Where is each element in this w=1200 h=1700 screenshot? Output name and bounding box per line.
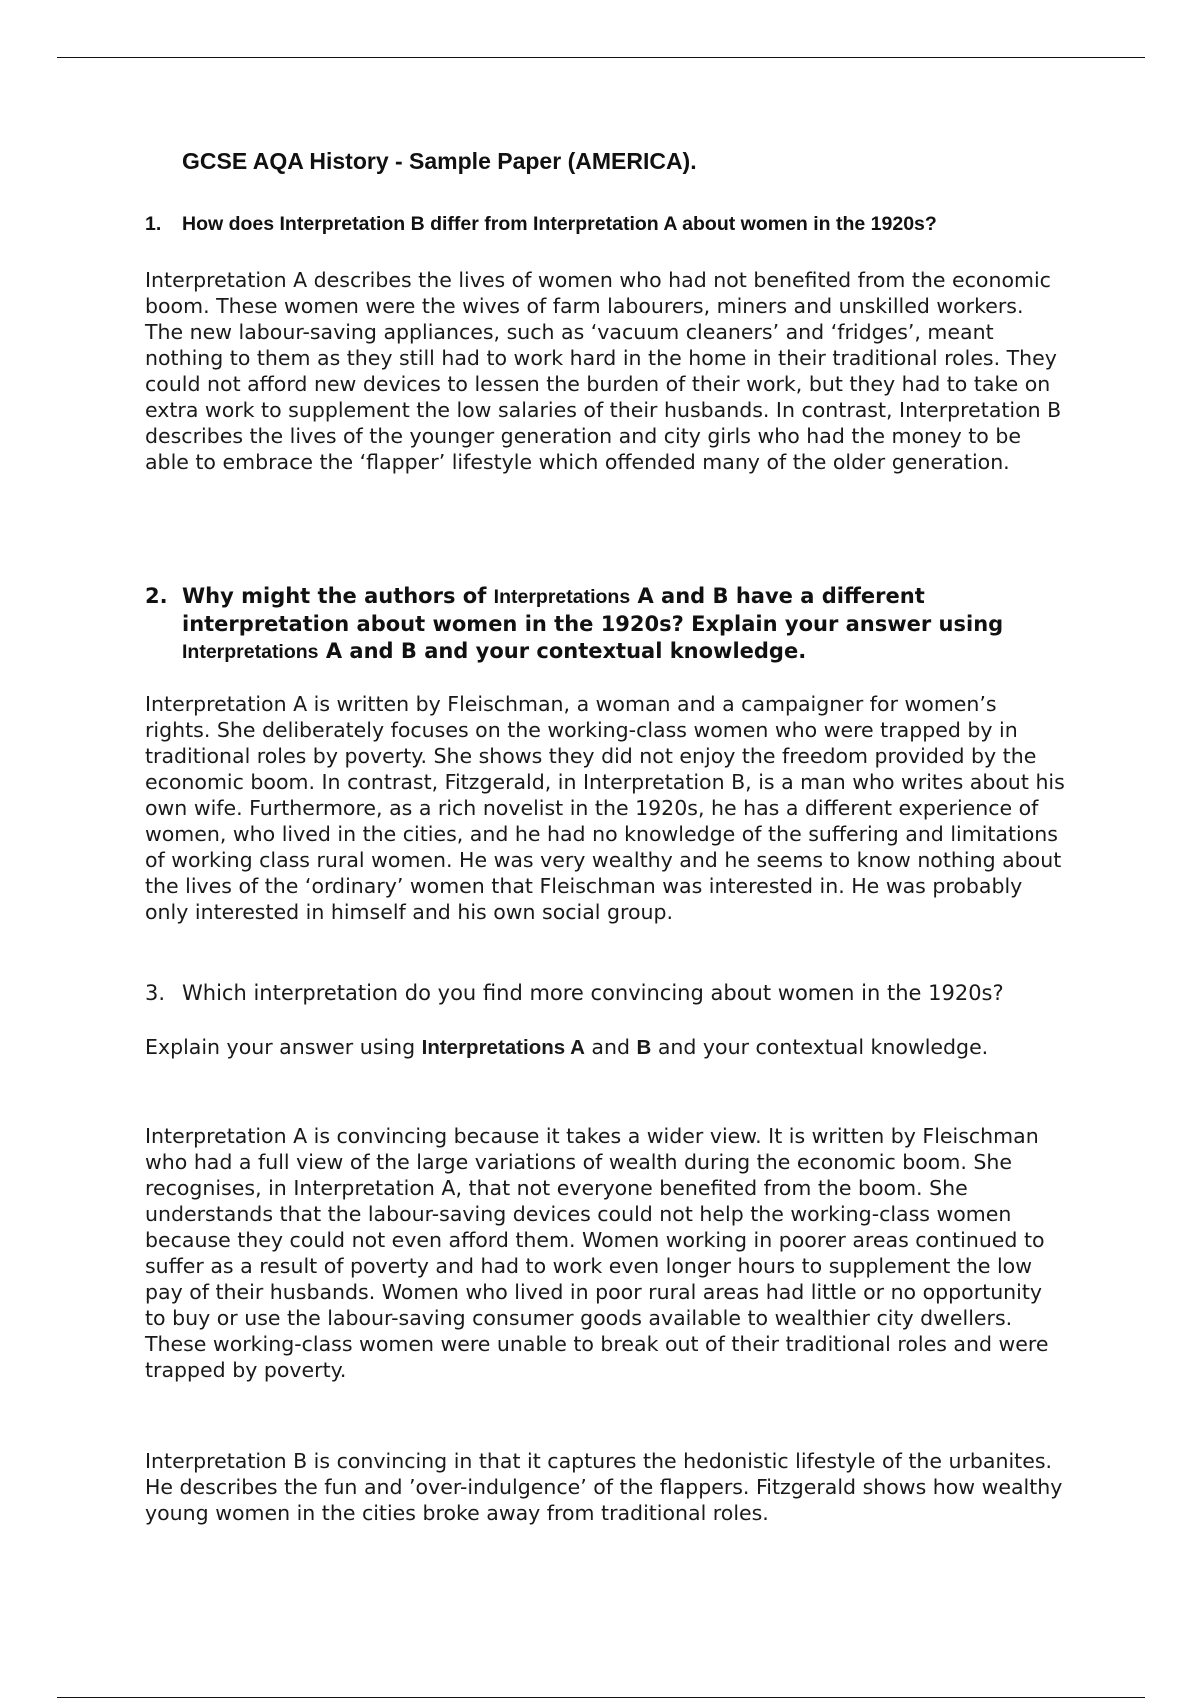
header-rule (57, 57, 1145, 58)
question-3-number: 3. (145, 981, 166, 1005)
explain-mid: and (584, 1035, 637, 1059)
question-3-text: Which interpretation do you find more convincing about women in the 1920s? (182, 981, 1004, 1005)
answer-2: Interpretation A is written by Fleischman, a woman and a campaigner for women’s rights. She deliberately focuses on the working-class women who were trapped by in traditional roles by poverty. She shows they did not enjoy the freedom provided by the economic boom. In contrast, Fitzgerald, in Interpretation B, is a man who writes about his own wife. Furthermore, as a rich novelist in the 1920s, he has a different experience of women, who lived in the cities, and he had no knowledge of the suffering and limitations of working class rural women. He was very wealthy and he seems to know nothing about the lives of the ‘ordinary’ women that Fleischman was interested in. He was probably only interested in himself and his own social group. (145, 692, 1065, 924)
explain-pre: Explain your answer using (145, 1035, 422, 1059)
answer-3a: Interpretation A is convincing because it takes a wider view. It is written by Fleischman who had a full view of the large variations of wealth during the economic boom. She recognises, in Interpretation A, that not everyone benefited from the boom. She understands that the labour-saving devices could not help the working-class women because they could not even afford them. Women working in poorer areas continued to suffer as a result of poverty and had to work even longer hours to supplement the low pay of their husbands. Women who lived in poor rural areas had little or no opportunity to buy or use the labour-saving consumer goods available to wealthier city dwellers. These working-class women were unable to break out of their traditional roles and were trapped by poverty. (145, 1124, 1049, 1382)
footer-rule (57, 1697, 1145, 1698)
page-title: GCSE AQA History - Sample Paper (AMERICA). (182, 148, 697, 174)
explain-post: and your contextual knowledge. (651, 1035, 989, 1059)
explain-bold-interpretations-a: Interpretations A (421, 1036, 585, 1059)
question-2-interpretations-2: Interpretations (182, 641, 319, 663)
question-2-text (182, 583, 1075, 666)
answer-1: Interpretation A describes the lives of women who had not benefited from the economic boom. These women were the wives of farm labourers, miners and unskilled workers. The new labour-saving appliances, such as ‘vacuum cleaners’ and ‘fridges’, meant nothing to them as they still had to work hard in the home in their traditional roles. They could not afford new devices to lessen the burden of their work, but they had to take on extra work to supplement the low salaries of their husbands. In contrast, Interpretation B describes the lives of the younger generation and city girls who had the money to be able to embrace the ‘flapper’ lifestyle which offended many of the older generation. (145, 268, 1062, 474)
question-2-interpretations-1: Interpretations (493, 586, 631, 608)
question-2-part3: A and B and your contextual knowledge. (318, 639, 807, 663)
question-2-part2: A and B have a different interpretation about women in the 1920s? Explain your answer using (182, 584, 1004, 636)
question-3 (145, 980, 1075, 1006)
question-1 (145, 213, 1075, 236)
question-1-text: How does Interpretation B differ from Interpretation A about women in the 1920s? (182, 213, 937, 235)
question-1-number: 1. (145, 213, 162, 235)
question-2-part1: Why might the authors of (182, 584, 494, 608)
question-3-instruction (145, 1034, 1065, 1061)
answer-3b: Interpretation B is convincing in that it captures the hedonistic lifestyle of the urbanites. He describes the fun and ’over-indulgence’ of the flappers. Fitzgerald shows how wealthy young women in the cities broke away from traditional roles. (145, 1449, 1063, 1525)
question-2-number: 2. (145, 584, 168, 608)
question-2 (145, 583, 1075, 666)
explain-bold-b: B (636, 1036, 652, 1059)
